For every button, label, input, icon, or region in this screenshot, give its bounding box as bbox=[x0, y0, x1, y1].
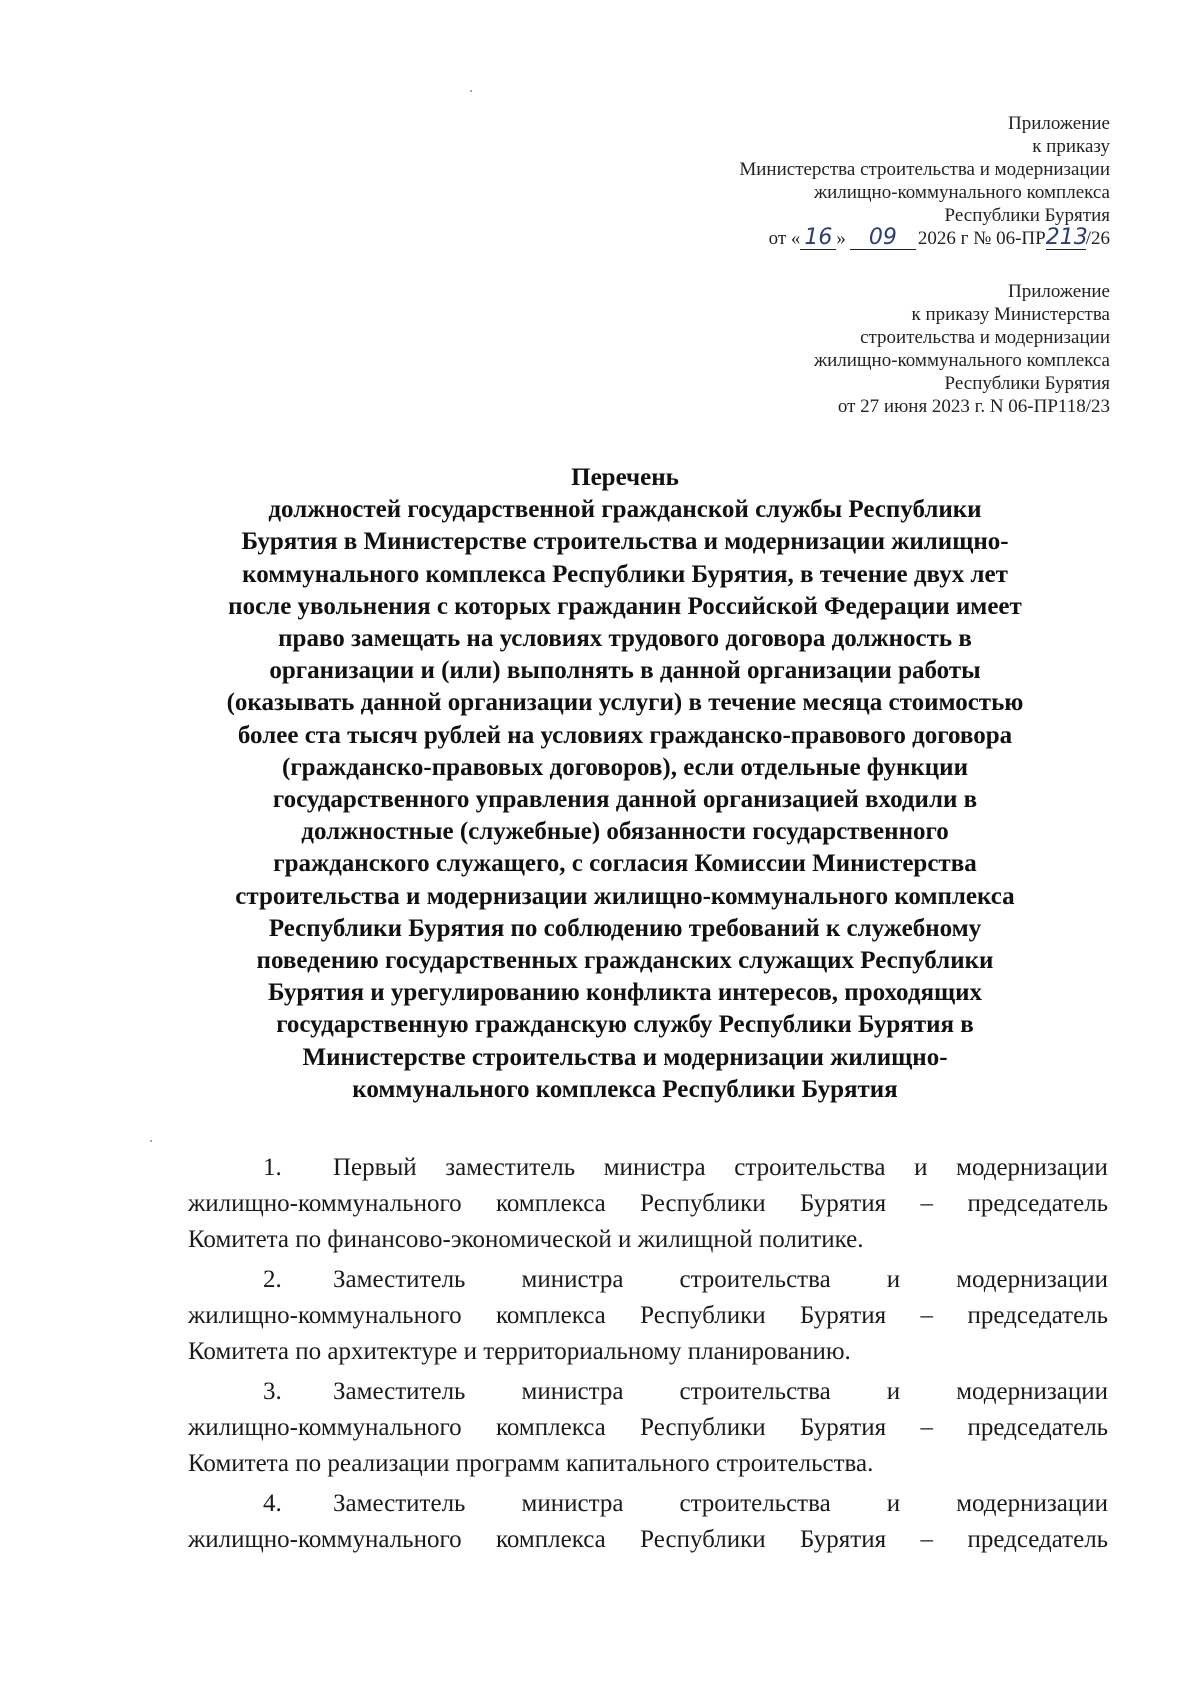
list-item-word: строительства bbox=[679, 1378, 831, 1405]
handwritten-month: 09 bbox=[850, 227, 916, 250]
appendix-new-block bbox=[739, 112, 1110, 250]
list-item bbox=[188, 1374, 1108, 1482]
appendix-old-line: от 27 июня 2023 г. N 06-ПР118/23 bbox=[837, 396, 1110, 417]
list-item-text-line: жилищно-коммунального комплекса Республики Бурятия – председатель bbox=[188, 1414, 1109, 1441]
list-item-word: и bbox=[886, 1490, 901, 1517]
list-item-word: министра bbox=[521, 1378, 624, 1405]
title-line: строительства и модернизации жилищно-коммунального комплекса bbox=[235, 882, 1015, 910]
title-line: коммунального комплекса Республики Бурятия, в течение двух лет bbox=[242, 560, 1008, 588]
title-line: Министерстве строительства и модернизации жилищно- bbox=[302, 1043, 948, 1071]
scan-speck bbox=[150, 1140, 152, 1142]
list-item-text-line: жилищно-коммунального комплекса Республики Бурятия – председатель bbox=[188, 1526, 1109, 1553]
appendix-old-line: к приказу Министерства bbox=[911, 304, 1110, 325]
list-item-justified-words bbox=[333, 1486, 1108, 1522]
date-close-quote: » bbox=[836, 228, 846, 249]
date-year-text: 2026 г № 06-ПР bbox=[917, 228, 1046, 249]
title-heading: Перечень bbox=[571, 464, 679, 491]
list-item bbox=[188, 1262, 1108, 1370]
title-line: Бурятия и урегулированию конфликта интересов, проходящих bbox=[267, 979, 983, 1007]
list-item-first-line bbox=[188, 1150, 1108, 1186]
list-item-word: Заместитель bbox=[333, 1266, 466, 1293]
appendix-new-line: Приложение bbox=[1008, 113, 1110, 134]
positions-list bbox=[188, 1150, 1108, 1562]
list-item-text-line: Комитета по архитектуре и территориальному планированию. bbox=[188, 1338, 851, 1365]
appendix-new-date-line bbox=[739, 227, 1110, 250]
list-item-number: 1. bbox=[263, 1154, 282, 1181]
list-item-number: 4. bbox=[263, 1490, 282, 1517]
list-item-number: 2. bbox=[263, 1266, 282, 1293]
title-line: после увольнения с которых гражданин Российской Федерации имеет bbox=[228, 592, 1022, 620]
list-item-word: строительства bbox=[679, 1266, 831, 1293]
title-line: более ста тысяч рублей на условиях гражданско-правового договора bbox=[237, 721, 1013, 749]
list-item-text-line: Комитета по финансово-экономической и жилищной политике. bbox=[188, 1226, 864, 1253]
appendix-old-line: Республики Бурятия bbox=[944, 373, 1110, 394]
title-line: организации и (или) выполнять в данной организации работы bbox=[269, 657, 981, 685]
handwritten-order-number: 213 bbox=[1045, 225, 1088, 250]
list-item-word: модернизации bbox=[956, 1266, 1108, 1293]
title-line: государственную гражданскую службу Республики Бурятия в bbox=[276, 1011, 974, 1039]
scan-speck bbox=[470, 90, 472, 92]
title-line: должностей государственной гражданской службы Республики bbox=[268, 496, 982, 524]
list-item-word: и bbox=[886, 1378, 901, 1405]
title-line: право замещать на условиях трудового договора должность в bbox=[278, 625, 972, 653]
list-item-number: 3. bbox=[263, 1378, 282, 1405]
list-item-word: модернизации bbox=[956, 1490, 1108, 1517]
list-item-word: министра bbox=[521, 1266, 624, 1293]
list-item-text bbox=[333, 1150, 1108, 1186]
title-line: государственного управления данной организацией входили в bbox=[272, 786, 978, 814]
list-item-word: и bbox=[886, 1266, 901, 1293]
list-item-first-line bbox=[188, 1486, 1108, 1522]
list-item bbox=[188, 1150, 1108, 1258]
appendix-old-line: строительства и модернизации bbox=[860, 327, 1110, 348]
title-line: гражданского служащего, с согласия Комиссии Министерства bbox=[273, 850, 977, 878]
list-item-text-line: Комитета по реализации программ капитального строительства. bbox=[188, 1450, 874, 1477]
document-title bbox=[150, 462, 1100, 1106]
title-line: должностные (служебные) обязанности государственного bbox=[301, 818, 949, 846]
title-line: (гражданско-правовых договоров), если отдельные функции bbox=[282, 753, 968, 781]
title-line: коммунального комплекса Республики Бурятия bbox=[352, 1075, 898, 1103]
appendix-old-line: жилищно-коммунального комплекса bbox=[813, 350, 1110, 371]
list-item-text-line: жилищно-коммунального комплекса Республики Бурятия – председатель bbox=[188, 1302, 1109, 1329]
title-line: Республики Бурятия по соблюдению требований к служебному bbox=[268, 914, 982, 942]
appendix-new-line: Республики Бурятия bbox=[944, 205, 1110, 226]
appendix-new-line: Министерства строительства и модернизации bbox=[739, 159, 1110, 180]
appendix-new-line: к приказу bbox=[1032, 136, 1110, 157]
appendix-new-line: жилищно-коммунального комплекса bbox=[813, 182, 1110, 203]
list-item-word: строительства bbox=[679, 1490, 831, 1517]
appendix-old-block bbox=[814, 280, 1110, 418]
title-line: (оказывать данной организации услуги) в течение месяца стоимостью bbox=[226, 689, 1024, 717]
title-line: Бурятия в Министерстве строительства и модернизации жилищно- bbox=[241, 528, 1009, 556]
title-line: поведению государственных гражданских служащих Республики bbox=[256, 947, 994, 975]
list-item-text-line: Первый заместитель министра строительства и модернизации bbox=[333, 1154, 1108, 1181]
list-item-first-line bbox=[188, 1374, 1108, 1410]
date-prefix: от « bbox=[768, 228, 801, 249]
handwritten-day: 16 bbox=[800, 227, 836, 250]
list-item-word: модернизации bbox=[956, 1378, 1108, 1405]
list-item-text-line: жилищно-коммунального комплекса Республики Бурятия – председатель bbox=[188, 1190, 1109, 1217]
list-item-justified-words bbox=[333, 1262, 1108, 1298]
list-item-first-line bbox=[188, 1262, 1108, 1298]
order-suffix: /26 bbox=[1085, 228, 1110, 249]
list-item-word: Заместитель bbox=[333, 1490, 466, 1517]
appendix-old-line: Приложение bbox=[1008, 281, 1110, 302]
list-item-word: министра bbox=[521, 1490, 624, 1517]
list-item-word: Заместитель bbox=[333, 1378, 466, 1405]
list-item-justified-words bbox=[333, 1374, 1108, 1410]
list-item bbox=[188, 1486, 1108, 1558]
